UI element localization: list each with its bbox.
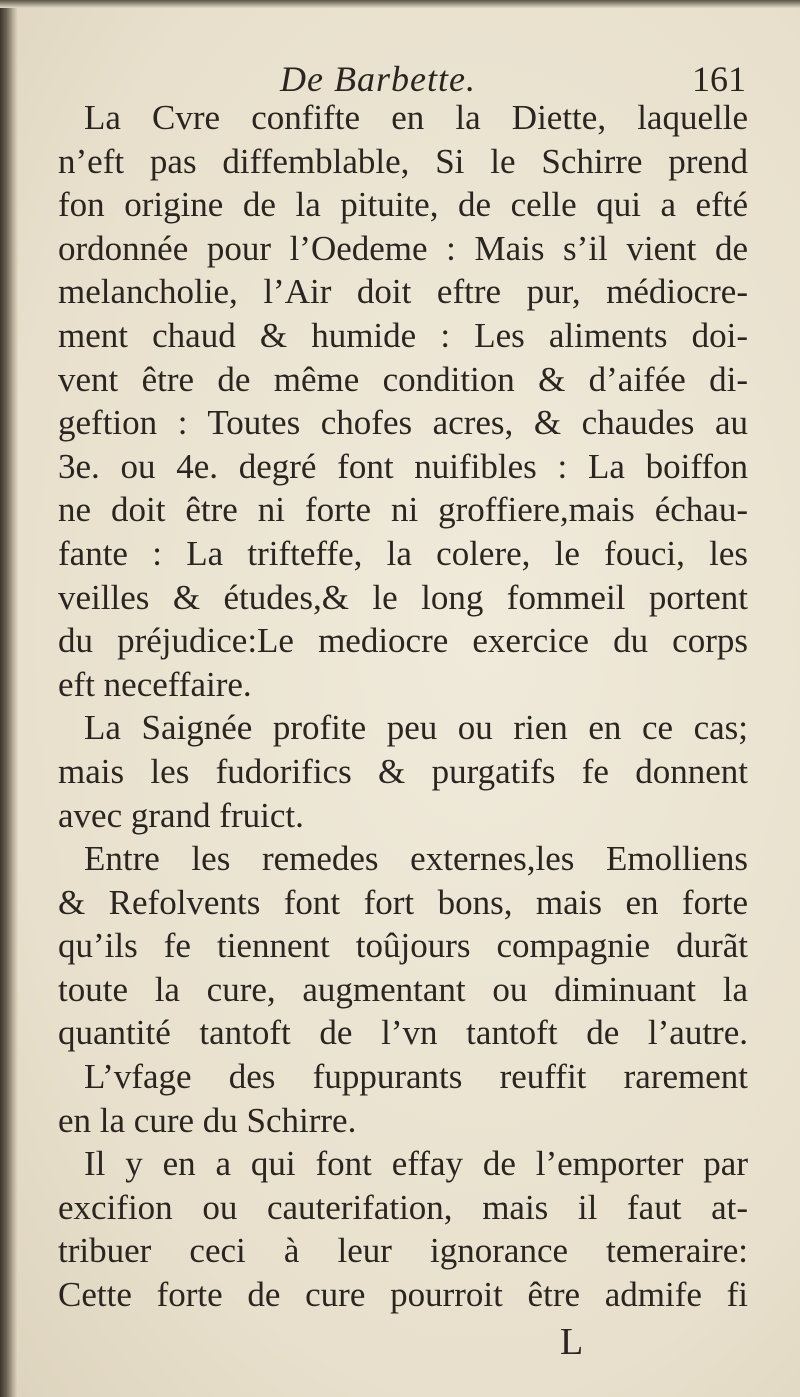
text-line: excifion ou cauterifation, mais il faut at-: [58, 1187, 748, 1227]
text-line: ment chaud & humide : Les aliments doi-: [58, 315, 748, 355]
text-line: mais les fudorifics & purgatifs fe donnent: [58, 751, 748, 791]
text-line: toute la cure, augmentant ou diminuant la: [58, 969, 748, 1009]
text-line: n’eft pas diffemblable, Si le Schirre prend: [58, 141, 748, 181]
text-line: fante : La trifteffe, la colere, le fouci, les: [58, 533, 748, 573]
text-line: L’vfage des fuppurants reuffit rarement: [84, 1057, 748, 1097]
text-line: ordonnée pour l’Oedeme : Mais s’il vient de: [58, 228, 748, 268]
page-number: 161: [692, 59, 746, 99]
text-line: Entre les remedes externes,les Emolliens: [84, 839, 748, 879]
text-line: qu’ils fe tiennent toûjours compagnie durãt: [58, 926, 748, 966]
text-line: La Cvre confifte en la Diette, laquelle: [84, 98, 748, 137]
text-line: eft neceffaire.: [58, 664, 252, 704]
text-line: 3e. ou 4e. degré font nuifibles : La boiffon: [58, 446, 748, 486]
catchword: L: [560, 1321, 584, 1363]
text-line: vent être de même condition & d’aifée di-: [58, 359, 748, 399]
text-line: Cette forte de cure pourroit être admife fi: [58, 1275, 748, 1315]
text-line: La Saignée profite peu ou rien en ce cas;: [84, 708, 748, 748]
text-line: Il y en a qui font effay de l’emporter par: [84, 1144, 748, 1184]
text-line: geftion : Toutes chofes acres, & chaudes au: [58, 403, 748, 443]
text-line: & Refolvents font fort bons, mais en forte: [58, 882, 748, 922]
page-top-shadow: [0, 0, 800, 8]
running-head: De Barbette.: [280, 59, 476, 99]
page-binding-shadow: [0, 0, 18, 1397]
text-line: avec grand fruict.: [58, 795, 304, 835]
text-line: veilles & études,& le long fommeil portent: [58, 577, 748, 617]
body-text: [58, 96, 748, 1317]
text-line: ne doit être ni forte ni groffiere,mais échau-: [58, 490, 748, 530]
text-line: du préjudice:Le mediocre exercice du corps: [58, 621, 748, 661]
text-line: fon origine de la pituite, de celle qui a efté: [58, 185, 748, 225]
text-line: melancholie, l’Air doit eftre pur, médiocre-: [58, 272, 748, 312]
text-line: en la cure du Schirre.: [58, 1100, 357, 1140]
text-line: tribuer ceci à leur ignorance temeraire:: [58, 1231, 748, 1271]
text-line: quantité tantoft de l’vn tantoft de l’autre.: [58, 1013, 748, 1053]
